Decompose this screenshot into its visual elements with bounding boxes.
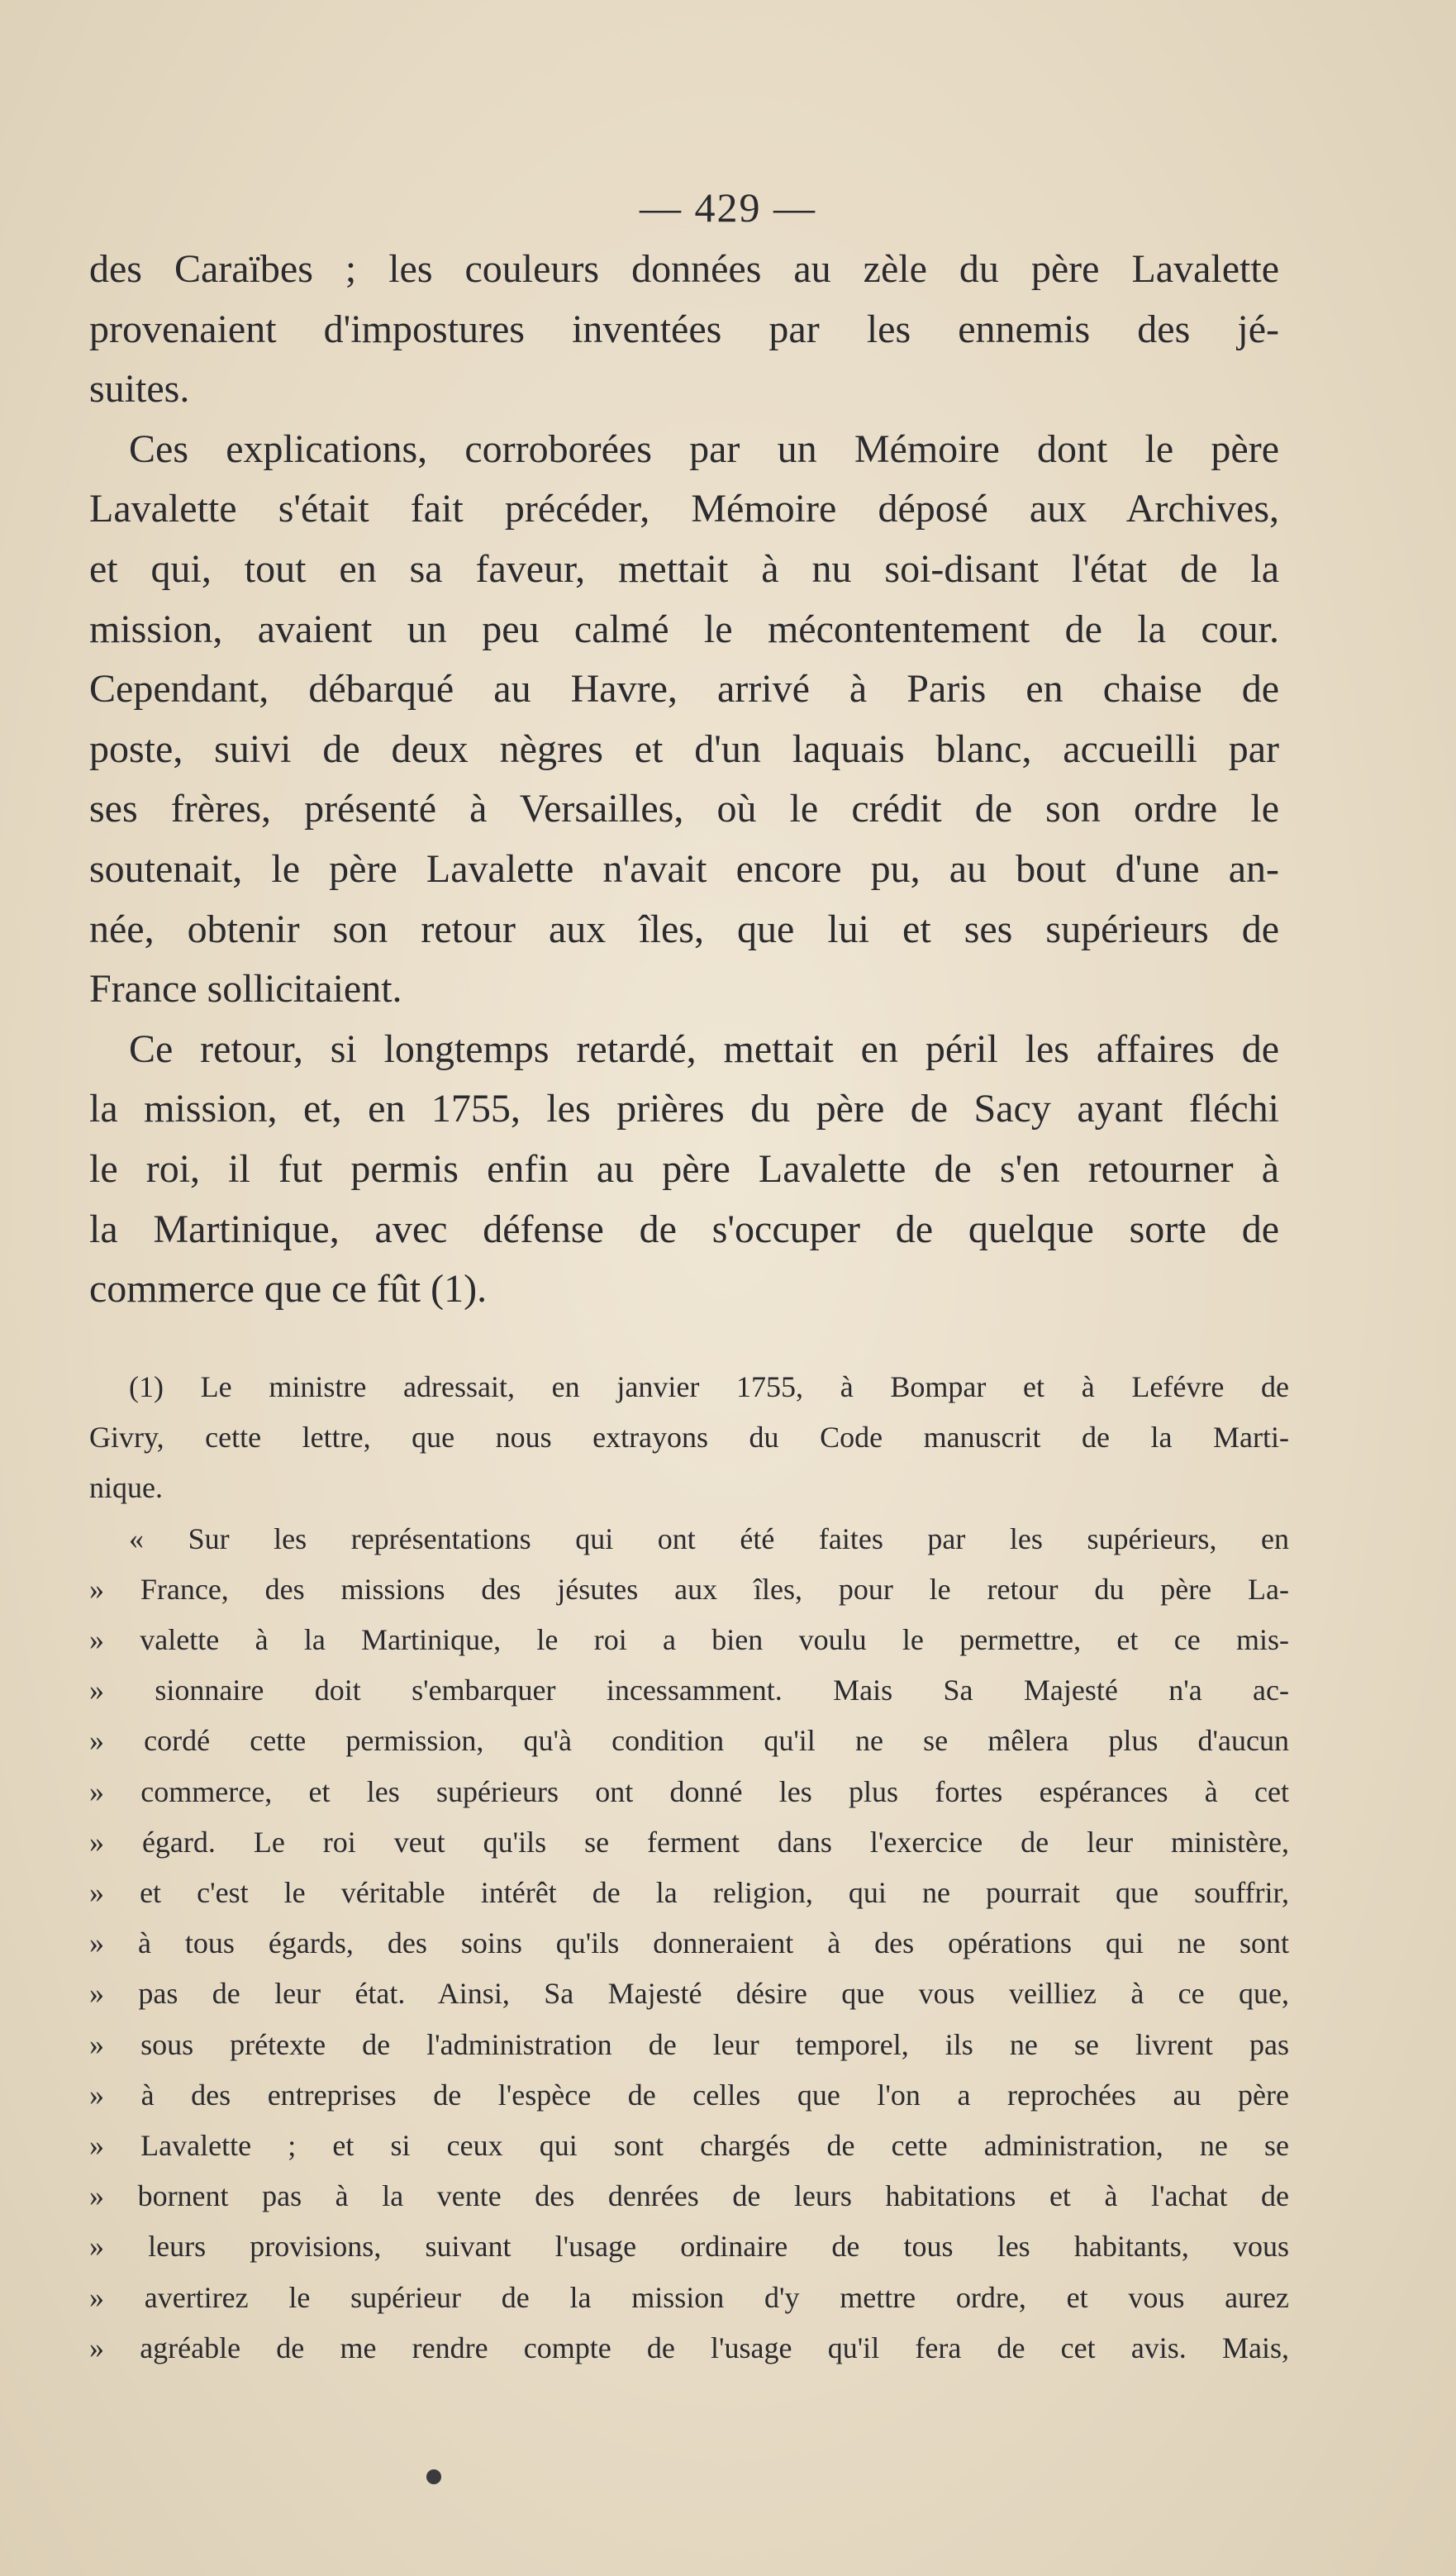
footnote-line: » valette à la Martinique, le roi a bien voulu le permettre, et ce mis- (89, 1623, 1289, 1657)
body-line: suites. (89, 367, 190, 412)
footnote-line: » à tous égards, des soins qu'ils donneraient à des opérations qui ne sont (89, 1926, 1289, 1960)
footnote-line: » cordé cette permission, qu'à condition qu'il ne se mêlera plus d'aucun (89, 1724, 1289, 1758)
body-line: poste, suivi de deux nègres et d'un laquais blanc, accueilli par (89, 726, 1279, 771)
body-line: Ce retour, si longtemps retardé, mettait en péril les affaires de (129, 1026, 1279, 1071)
body-line: provenaient d'impostures inventées par les ennemis des jé- (89, 307, 1279, 351)
body-line: Lavalette s'était fait précéder, Mémoire déposé aux Archives, (89, 487, 1279, 531)
footnote (89, 1362, 1289, 2374)
footnote-line: » sionnaire doit s'embarquer incessamment. Mais Sa Majesté n'a ac- (89, 1674, 1289, 1707)
footnote-line: » avertirez le supérieur de la mission d'y mettre ordre, et vous aurez (89, 2280, 1289, 2314)
footnote-line: » France, des missions des jésutes aux îles, pour le retour du père La- (89, 1572, 1289, 1606)
footnote-line: » commerce, et les supérieurs ont donné les plus fortes espérances à cet (89, 1774, 1289, 1808)
footnote-line: Givry, cette lettre, que nous extrayons du Code manuscrit de la Marti- (89, 1421, 1289, 1455)
footnote-line: » leurs provisions, suivant l'usage ordinaire de tous les habitants, vous (89, 2230, 1289, 2264)
footnote-line: » égard. Le roi veut qu'ils se ferment dans l'exercice de leur ministère, (89, 1825, 1289, 1859)
body-line: le roi, il fut permis enfin au père Lavalette de s'en retourner à (89, 1146, 1279, 1191)
printer-mark-dot (426, 2469, 441, 2484)
body-line: la mission, et, en 1755, les prières du père de Sacy ayant fléchi (89, 1087, 1279, 1131)
body-line: France sollicitaient. (89, 967, 402, 1012)
footnote-line: » et c'est le véritable intérêt de la religion, qui ne pourrait que souffrir, (89, 1876, 1289, 1910)
body-line: soutenait, le père Lavalette n'avait encore pu, au bout d'une an- (89, 846, 1279, 891)
footnote-line: » agréable de me rendre compte de l'usage qu'il fera de cet avis. Mais, (89, 2331, 1289, 2364)
body-line: des Caraïbes ; les couleurs données au zèle du père Lavalette (89, 247, 1279, 291)
footnote-line: » pas de leur état. Ainsi, Sa Majesté désire que vous veilliez à ce que, (89, 1977, 1289, 2011)
body-line: ses frères, présenté à Versailles, où le crédit de son ordre le (89, 787, 1279, 831)
footnote-line: « Sur les représentations qui ont été faites par les supérieurs, en (129, 1521, 1289, 1555)
footnote-line: (1) Le ministre adressait, en janvier 1755, à Bompar et à Lefévre de (129, 1370, 1289, 1403)
page-number: — 429 — (640, 184, 816, 231)
body-line: née, obtenir son retour aux îles, que lui et ses supérieurs de (89, 907, 1279, 951)
footnote-line: nique. (89, 1471, 163, 1505)
body-line: la Martinique, avec défense de s'occuper de quelque sorte de (89, 1207, 1279, 1251)
footnote-line: » à des entreprises de l'espèce de celles que l'on a reprochées au père (89, 2078, 1289, 2112)
body-line: Ces explications, corroborées par un Mémoire dont le père (129, 426, 1279, 471)
body-line: et qui, tout en sa faveur, mettait à nu soi-disant l'état de la (89, 546, 1279, 591)
body-text (89, 240, 1279, 1320)
body-line: Cependant, débarqué au Havre, arrivé à Paris en chaise de (89, 667, 1279, 712)
body-line: commerce que ce fût (1). (89, 1267, 488, 1312)
footnote-line: » sous prétexte de l'administration de leur temporel, ils ne se livrent pas (89, 2027, 1289, 2061)
body-line: mission, avaient un peu calmé le mécontentement de la cour. (89, 607, 1279, 651)
footnote-line: » bornent pas à la vente des denrées de leurs habitations et à l'achat de (89, 2179, 1289, 2213)
footnote-line: » Lavalette ; et si ceux qui sont chargés de cette administration, ne se (89, 2129, 1289, 2163)
